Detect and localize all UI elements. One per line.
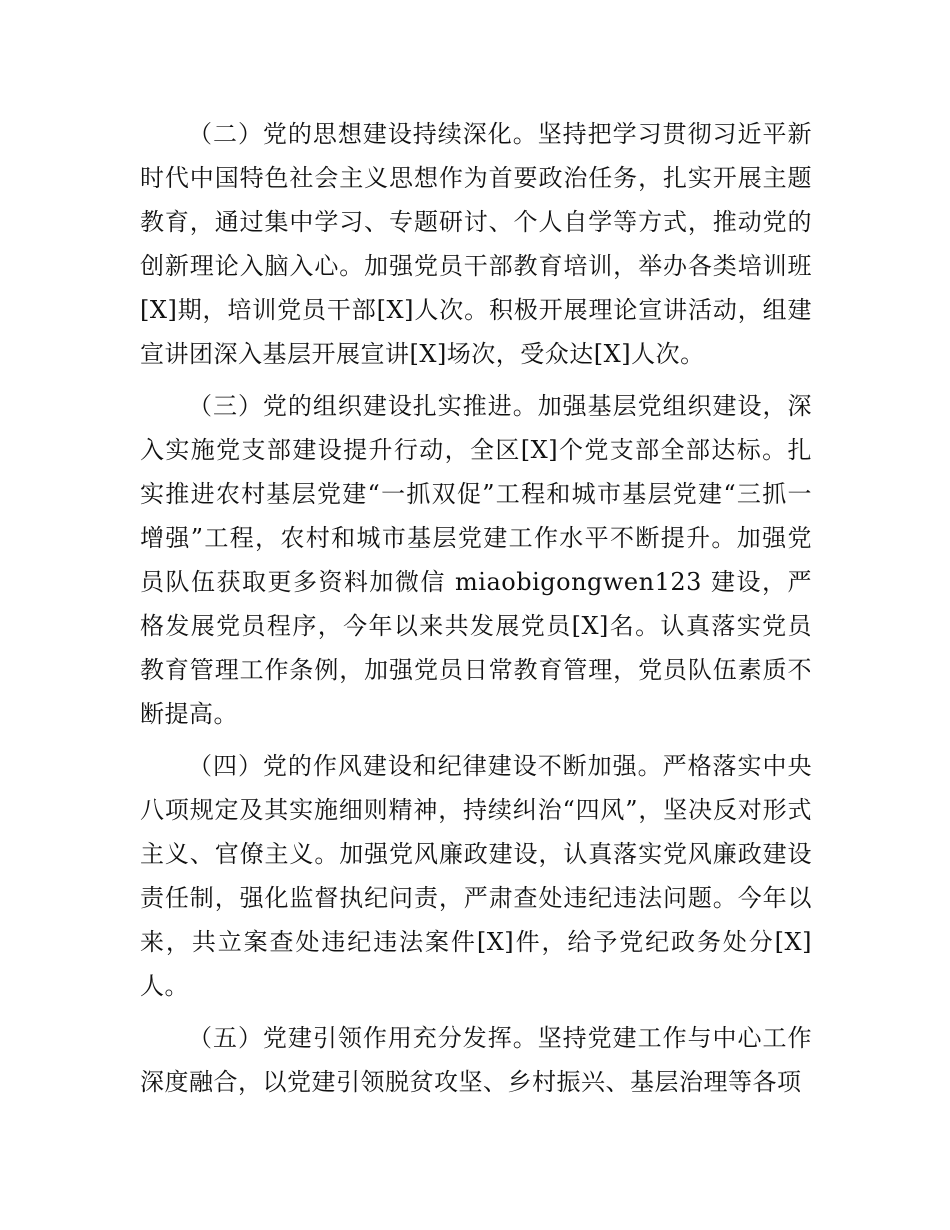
- paragraph-style-discipline-building: （四）党的作风建设和纪律建设不断加强。严格落实中央八项规定及其实施细则精神，持续纠治“四风”，坚决反对形式主义、官僚主义。加强党风廉政建设，认真落实党风廉政建设责任制，强化监督执纪问责，严肃查处违纪违法问题。今年以来，共立案查处违纪违法案件[X]件，给予党纪政务处分[X]人。: [140, 752, 812, 1000]
- paragraph-party-leadership-role: （五）党建引领作用充分发挥。坚持党建工作与中心工作深度融合，以党建引领脱贫攻坚、乡村振兴、基层治理等各项: [140, 1024, 812, 1096]
- document-body: [140, 112, 812, 1112]
- paragraph-organizational-building: （三）党的组织建设扎实推进。加强基层党组织建设，深入实施党支部建设提升行动，全区[X]个党支部全部达标。扎实推进农村基层党建“一抓双促”工程和城市基层党建“三抓一增强”工程，农村和城市基层党建工作水平不断提升。加强党员队伍获取更多资料加微信 miaobigongwen123 建设，严格发展党员程序，今年以来共发展党员[X]名。认真落实党员教育管理工作条例，加强党员日常教育管理，党员队伍素质不断提高。: [140, 392, 812, 728]
- paragraph-ideological-building: （二）党的思想建设持续深化。坚持把学习贯彻习近平新时代中国特色社会主义思想作为首要政治任务，扎实开展主题教育，通过集中学习、专题研讨、个人自学等方式，推动党的创新理论入脑入心。加强党员干部教育培训，举办各类培训班[X]期，培训党员干部[X]人次。积极开展理论宣讲活动，组建宣讲团深入基层开展宣讲[X]场次，受众达[X]人次。: [140, 120, 812, 368]
